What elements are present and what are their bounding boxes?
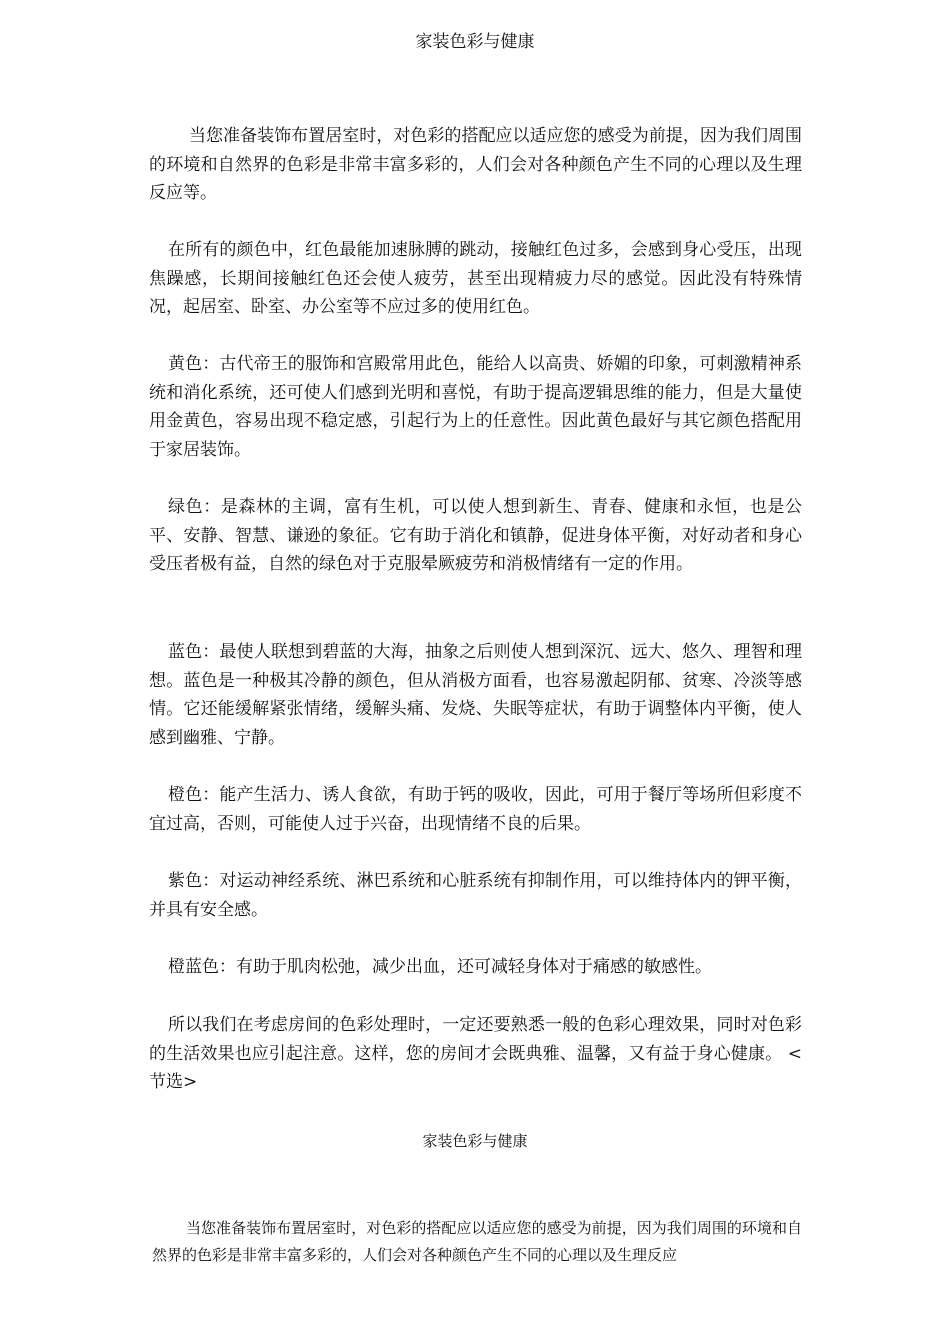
paragraph-purple: 紫色：对运动神经系统、淋巴系统和心脏系统有抑制作用，可以维持体内的钾平衡，并具有安全感。: [149, 871, 802, 920]
paragraph-blue: 蓝色：最使人联想到碧蓝的大海，抽象之后则使人想到深沉、远大、悠久、理智和理想。蓝色是一种极其冷静的颜色，但从消极方面看，也容易激起阴郁、贫寒、冷淡等感情。它还能缓解紧张情绪，缓解头痛、发烧、失眠等症状，有助于调整体内平衡，使人感到幽雅、宁静。: [149, 642, 802, 748]
paragraph-orange: 橙色：能产生活力、诱人食欲，有助于钙的吸收，因此，可用于餐厅等场所但彩度不宜过高，否则，可能使人过于兴奋，出现情绪不良的后果。: [149, 785, 802, 834]
paragraph-green: 绿色：是森林的主调，富有生机，可以使人想到新生、青春、健康和永恒，也是公平、安静、智慧、谦逊的象征。它有助于消化和镇静，促进身体平衡，对好动者和身心受压者极有益，自然的绿色对于克服晕厥疲劳和消极情绪有一定的作用。: [149, 497, 802, 574]
paragraph-red: 在所有的颜色中，红色最能加速脉膊的跳动，接触红色过多，会感到身心受压，出现焦躁感，长期间接触红色还会使人疲劳，甚至出现精疲力尽的感觉。因此没有特殊情况，起居室、卧室、办公室等不应过多的使用红色。: [149, 240, 802, 317]
repeat-paragraph: 当您准备装饰布置居室时，对色彩的搭配应以适应您的感受为前提，因为我们周围的环境和自然界的色彩是非常丰富多彩的，人们会对各种颜色产生不同的心理以及生理反应: [152, 1219, 802, 1264]
paragraph-orange-blue: 橙蓝色：有助于肌肉松弛，减少出血，还可减轻身体对于痛感的敏感性。: [168, 957, 712, 977]
repeat-title: 家装色彩与健康: [422, 1132, 528, 1150]
document-title: 家装色彩与健康: [415, 32, 535, 52]
paragraph-intro: 当您准备装饰布置居室时，对色彩的搭配应以适应您的感受为前提，因为我们周围的环境和自然界的色彩是非常丰富多彩的，人们会对各种颜色产生不同的心理以及生理反应等。: [149, 126, 802, 203]
paragraph-yellow: 黄色：古代帝王的服饰和宫殿常用此色，能给人以高贵、娇媚的印象，可刺激精神系统和消化系统，还可使人们感到光明和喜悦，有助于提高逻辑思维的能力，但是大量使用金黄色，容易出现不稳定感，引起行为上的任意性。因此黄色最好与其它颜色搭配用于家居装饰。: [149, 354, 802, 460]
paragraph-conclusion: 所以我们在考虑房间的色彩处理时，一定还要熟悉一般的色彩心理效果，同时对色彩的生活效果也应引起注意。这样，您的房间才会既典雅、温馨，又有益于身心健康。 <节选>: [149, 1015, 802, 1092]
